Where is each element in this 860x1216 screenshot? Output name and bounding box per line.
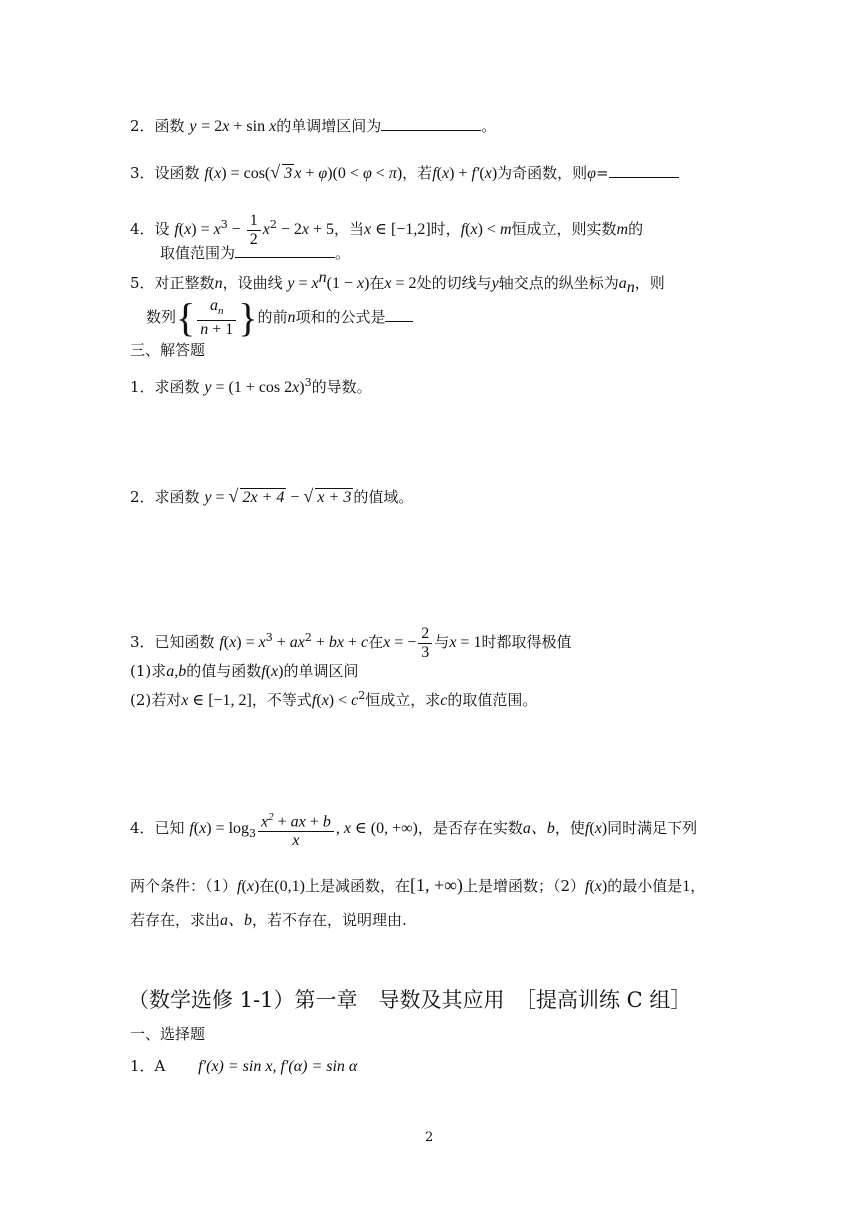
solve-question-4-line3: 若存在，求出a、b，若不存在，说明理由.	[130, 911, 407, 929]
answer-blank	[609, 163, 679, 178]
formula: f′(x) = sin x, f′(α) = sin α	[198, 1058, 358, 1075]
answer-heading: （数学选修 1-1）第一章 导数及其应用 ［提高训练 C 组］	[128, 988, 692, 1012]
solve-question-3: 3．已知函数 $f(x) = x^3 + ax^2$ + bx + c在x = − $\frac{2}{3}$ 与x = 1时都取得极值	[130, 624, 572, 661]
question-text: 的单调增区间为	[276, 117, 382, 135]
solve-question-3-part1: (1)求a,b的值与函数f(x)的单调区间	[130, 662, 359, 680]
answer-blank	[235, 243, 335, 258]
answer-blank	[381, 116, 481, 131]
fraction: $\frac{1}{2}$	[247, 212, 261, 249]
question-text: 设函数	[154, 164, 200, 182]
fill-question-3: 3．设函数 f(x) = cos(√ 3 x + φ)(0 < φ < π)，若f(x) + f′(x)为奇函数，则φ=	[130, 163, 679, 184]
question-number: 3．	[130, 164, 155, 182]
fraction: $\frac{x^2 + ax + b}{x}$	[258, 808, 334, 850]
fill-question-2: 2．函数 y = 2x + sin x的单调增区间为 。	[130, 117, 497, 135]
section-heading: 三、解答题	[130, 341, 206, 359]
answer-section-heading: 一、选择题	[130, 1025, 206, 1043]
solve-question-1: 1．求函数 $y = (1 + \cos 2x)^3$的导数。	[130, 376, 372, 396]
formula: y	[189, 118, 197, 135]
question-number: 2．	[130, 117, 155, 135]
fill-question-5: 5．对正整数n，设曲线 $y = x^n(1 - x)$在x = 2处的切线与y轴交点的纵坐标为$a_n$，则	[130, 269, 665, 296]
solve-question-4: 4．已知 $f(x) = \log_3$ $\frac{x^2 + ax + b}{x}$ , x ∈ (0, +∞)，是否存在实数a、b，使f(x)同时满足下列	[130, 808, 697, 854]
page-number: 2	[425, 1130, 434, 1145]
answer-item-1: 1．A f′(x) = sin x, f′(α) = sin α	[130, 1057, 358, 1075]
question-text: 函数	[154, 117, 185, 135]
solve-question-2: 2．求函数 y = √ 2x + 4 − √ x + 3 的值域。	[130, 487, 413, 508]
fill-question-4: 4．设 $f(x) = x^3$ − $\frac{1}{2}$ $x^2 - 2x + 5$，当x ∈ [−1,2]时，f(x) < m恒成立，则实数m的	[130, 211, 644, 248]
solve-question-3-part2: (2)若对x ∈ [−1, 2]，不等式$f(x) < c^2$恒成立，求c的取值范围。	[130, 689, 538, 709]
question-number: 5．	[130, 274, 155, 292]
answer-blank	[385, 307, 413, 322]
fill-question-5-line2: 数列{ $\frac{a_n}{n + 1}$ }的前n项和的公式是	[146, 293, 413, 342]
solve-question-4-line2: 两个条件：（1）f(x)在(0,1)上是减函数，在[1, +∞)上是增函数；（2）f(x)的最小值是1，	[130, 875, 706, 895]
question-number: 4．	[130, 220, 155, 238]
fill-question-4-line2: 取值范围为 。	[160, 244, 351, 262]
fraction: $\frac{a_n}{n + 1}$	[197, 297, 236, 339]
fraction: $\frac{2}{3}$	[418, 625, 432, 662]
